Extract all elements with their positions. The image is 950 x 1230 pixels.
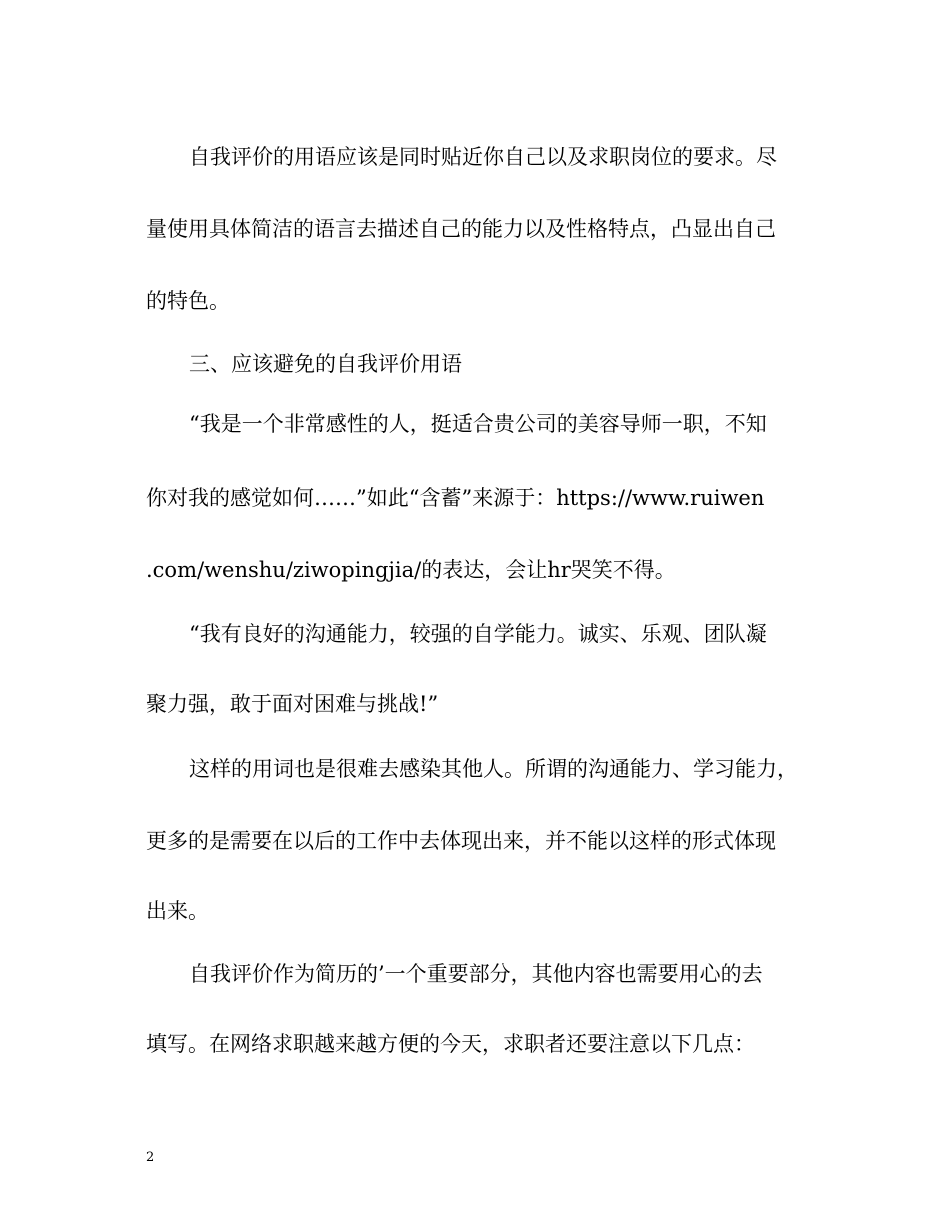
text-line: 出来。 (146, 899, 209, 923)
text-line: 更多的是需要在以后的工作中去体现出来，并不能以这样的形式体现 (146, 829, 776, 853)
text-line: 自我评价作为简历的’一个重要部分，其他内容也需要用心的去 (189, 962, 763, 986)
page-number: 2 (146, 1150, 155, 1165)
text-line: 自我评价的用语应该是同时贴近你自己以及求职岗位的要求。尽 (189, 145, 777, 169)
text-line: 填写。在网络求职越来越方便的今天，求职者还要注意以下几点： (146, 1032, 755, 1056)
text-line: 的特色。 (146, 289, 230, 313)
section-heading: 三、应该避免的自我评价用语 (189, 352, 462, 376)
text-line: 你对我的感觉如何……”如此“含蓄”来源于：https://www.ruiwen (146, 486, 765, 510)
text-line: 量使用具体简洁的语言去描述自己的能力以及性格特点，凸显出自己 (146, 217, 776, 241)
text-line: .com/wenshu/ziwopingjia/的表达，会让hr哭笑不得。 (146, 558, 676, 582)
text-line: “我是一个非常感性的人，挺适合贵公司的美容导师一职，不知 (189, 412, 767, 436)
text-line: 聚力强，敢于面对困难与挑战!” (146, 692, 439, 716)
text-line: 这样的用词也是很难去感染其他人。所谓的沟通能力、学习能力， (189, 757, 798, 781)
text-line: “我有良好的沟通能力，较强的自学能力。诚实、乐观、团队凝 (189, 622, 767, 646)
